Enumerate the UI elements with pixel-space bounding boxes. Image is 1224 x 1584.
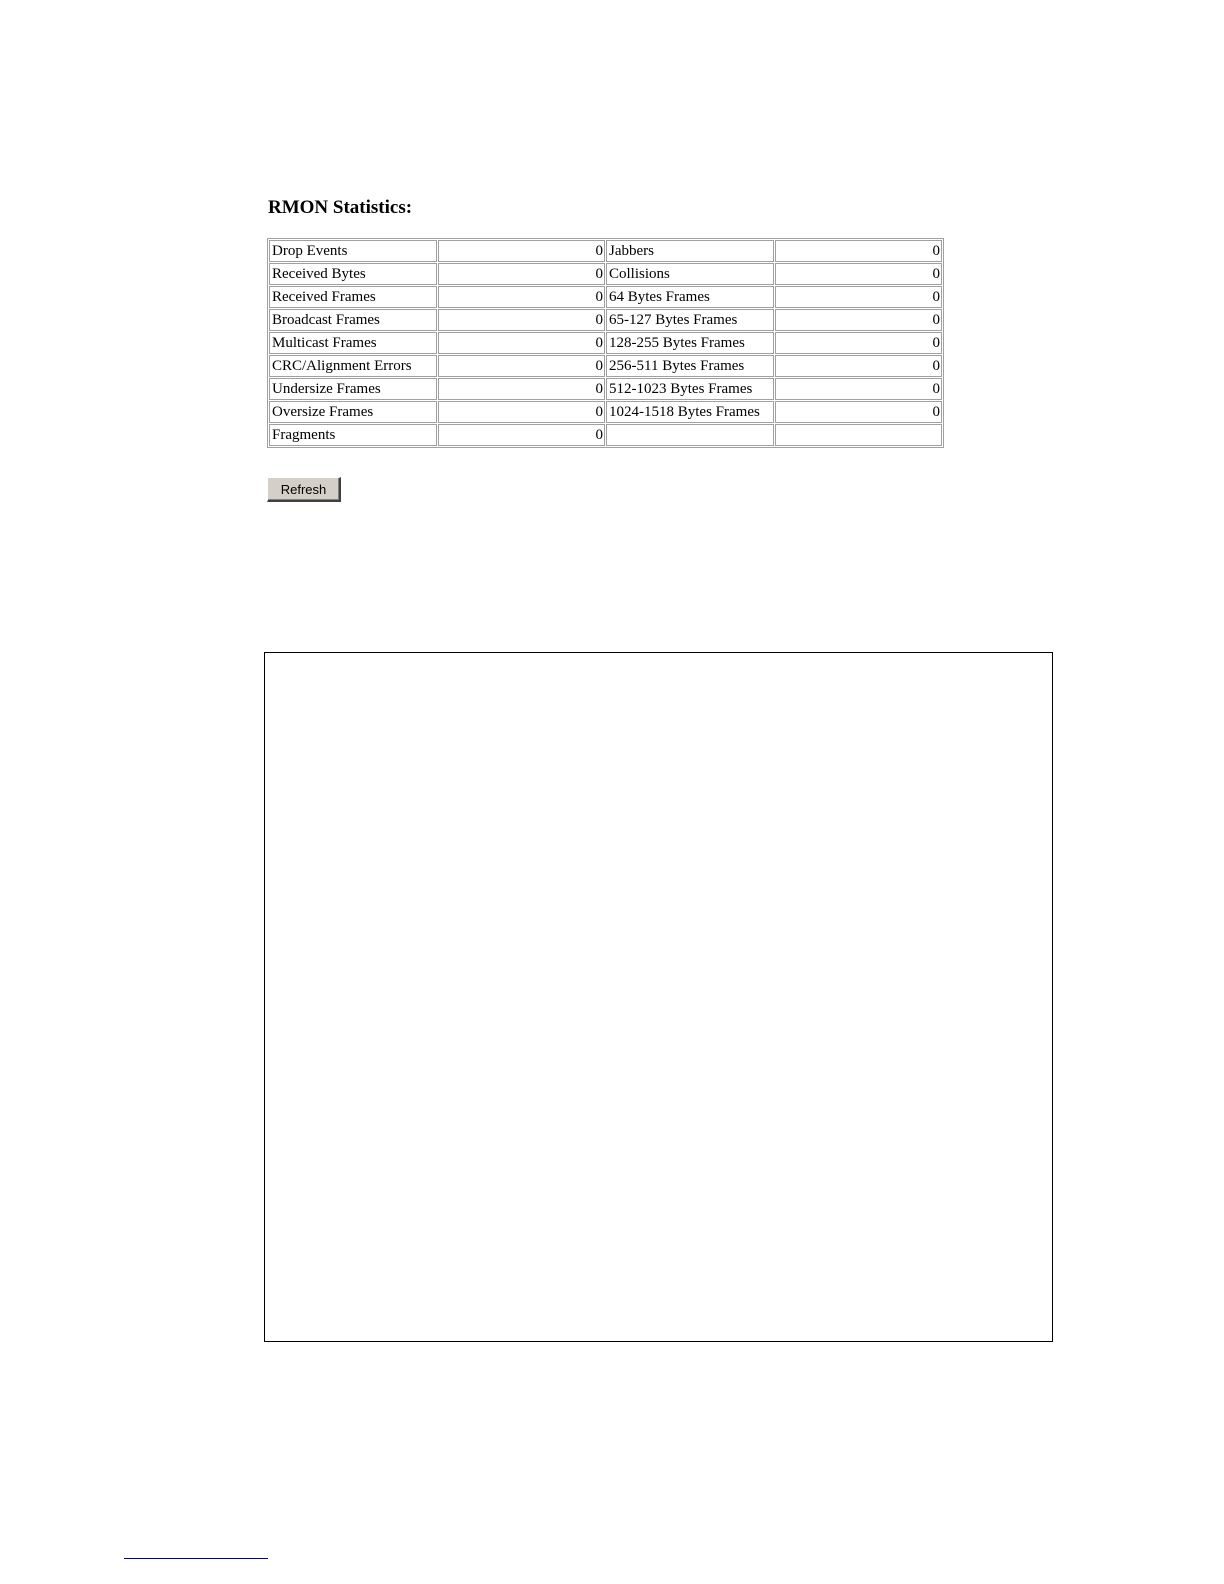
stat-label-broadcast-frames: Broadcast Frames (269, 309, 437, 331)
stat-label-collisions: Collisions (606, 263, 774, 285)
table-row (269, 240, 942, 262)
stat-label-128-255-bytes-frames: 128-255 Bytes Frames (606, 332, 774, 354)
stat-label-65-127-bytes-frames: 65-127 Bytes Frames (606, 309, 774, 331)
stat-value-broadcast-frames: 0 (438, 309, 606, 331)
stat-value-64-bytes-frames: 0 (775, 286, 943, 308)
refresh-button[interactable]: Refresh (267, 477, 341, 502)
stat-value-fragments: 0 (438, 424, 606, 446)
table-row (269, 424, 942, 446)
blank-figure-frame (264, 652, 1053, 1342)
stat-value-256-511-bytes-frames: 0 (775, 355, 943, 377)
table-row (269, 378, 942, 400)
stat-value-128-255-bytes-frames: 0 (775, 332, 943, 354)
stat-value-empty (775, 424, 943, 446)
stat-label-drop-events: Drop Events (269, 240, 437, 262)
stat-value-jabbers: 0 (775, 240, 943, 262)
table-row (269, 263, 942, 285)
table-row (269, 286, 942, 308)
stat-value-undersize-frames: 0 (438, 378, 606, 400)
stat-value-received-bytes: 0 (438, 263, 606, 285)
stat-label-crc-alignment-errors: CRC/Alignment Errors (269, 355, 437, 377)
stat-value-1024-1518-bytes-frames: 0 (775, 401, 943, 423)
stat-label-received-bytes: Received Bytes (269, 263, 437, 285)
table-row (269, 355, 942, 377)
page-title: RMON Statistics: (268, 197, 413, 218)
stat-value-512-1023-bytes-frames: 0 (775, 378, 943, 400)
stat-label-256-511-bytes-frames: 256-511 Bytes Frames (606, 355, 774, 377)
rmon-statistics-table (267, 238, 944, 448)
stat-label-multicast-frames: Multicast Frames (269, 332, 437, 354)
footnote-divider (124, 1558, 268, 1559)
stat-value-oversize-frames: 0 (438, 401, 606, 423)
stat-label-oversize-frames: Oversize Frames (269, 401, 437, 423)
stat-label-fragments: Fragments (269, 424, 437, 446)
stat-label-64-bytes-frames: 64 Bytes Frames (606, 286, 774, 308)
table-row (269, 309, 942, 331)
stat-label-512-1023-bytes-frames: 512-1023 Bytes Frames (606, 378, 774, 400)
stat-value-multicast-frames: 0 (438, 332, 606, 354)
stat-label-empty (606, 424, 774, 446)
table-row (269, 401, 942, 423)
stat-value-collisions: 0 (775, 263, 943, 285)
stat-value-drop-events: 0 (438, 240, 606, 262)
stat-label-received-frames: Received Frames (269, 286, 437, 308)
stat-label-1024-1518-bytes-frames: 1024-1518 Bytes Frames (606, 401, 774, 423)
stat-value-65-127-bytes-frames: 0 (775, 309, 943, 331)
stat-value-received-frames: 0 (438, 286, 606, 308)
stat-label-jabbers: Jabbers (606, 240, 774, 262)
stat-label-undersize-frames: Undersize Frames (269, 378, 437, 400)
stat-value-crc-alignment-errors: 0 (438, 355, 606, 377)
table-row (269, 332, 942, 354)
